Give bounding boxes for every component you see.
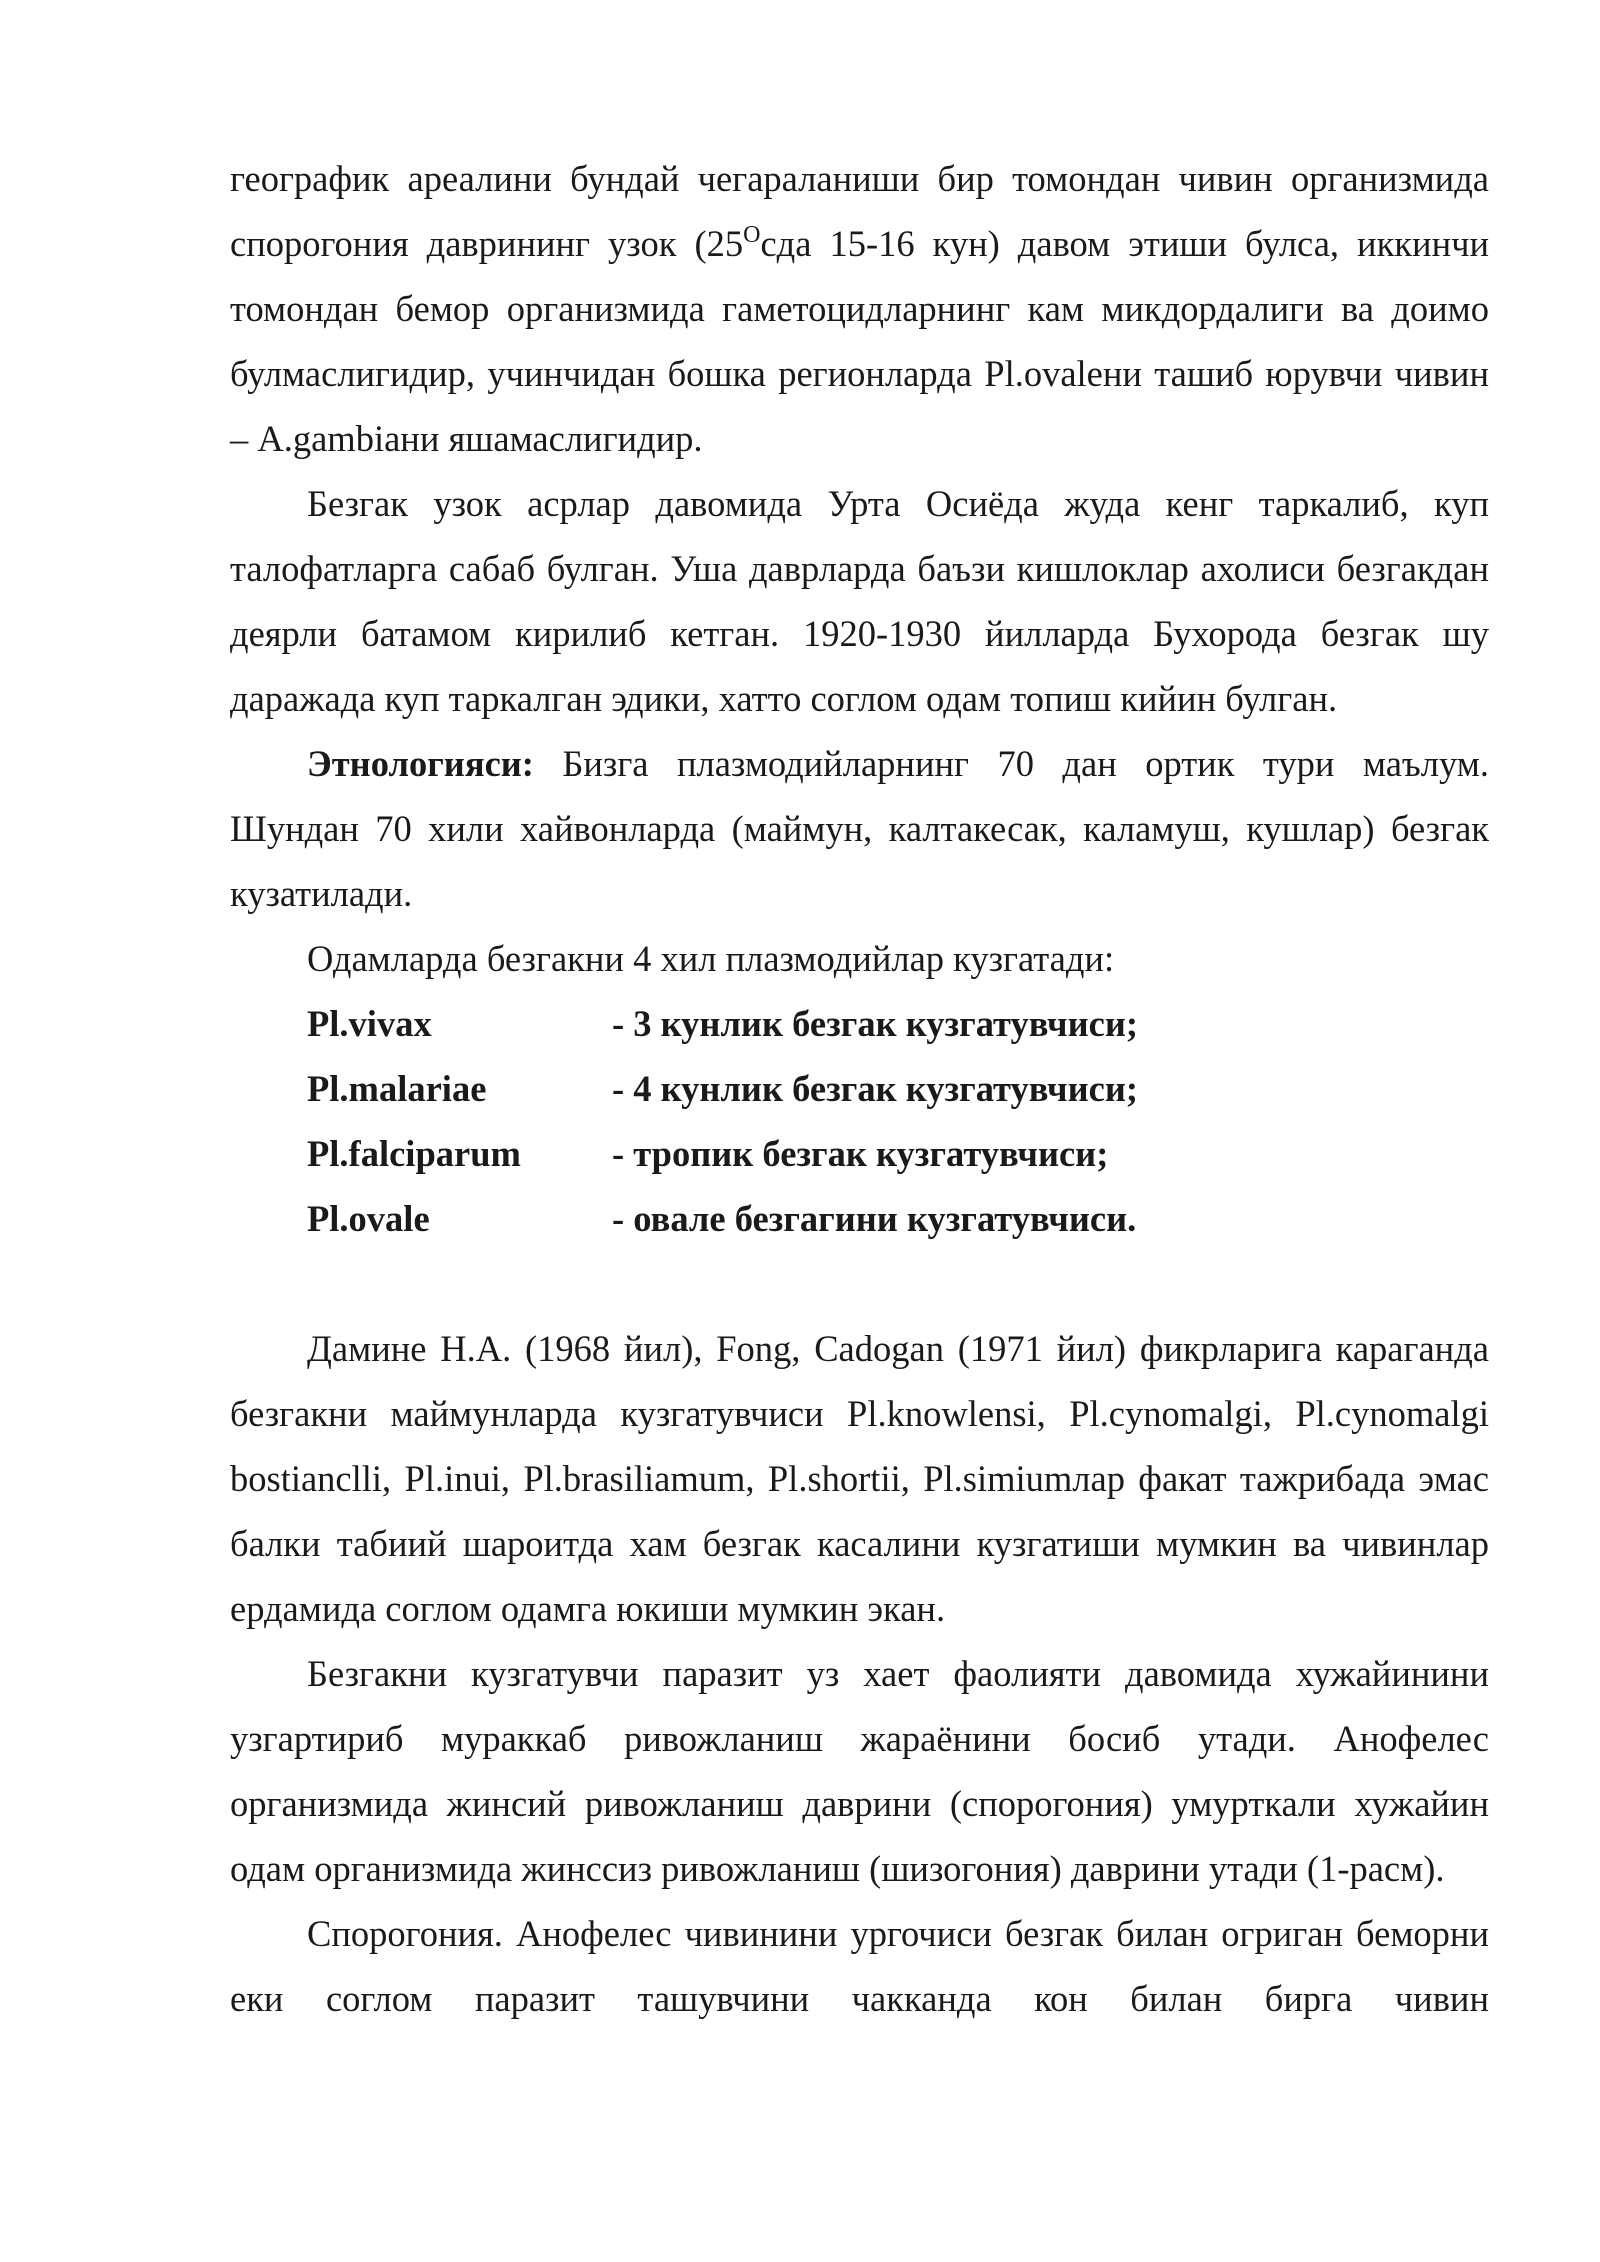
plasmodia-list-item	[307, 991, 1489, 1056]
plasmodium-description: - 4 кунлик безгак кузгатувчиси;	[612, 1068, 1139, 1109]
paragraph-history: Безгак узок асрлар давомида Урта Осиёда жуда кенг таркалиб, куп талофатларга сабаб булган. Уша даврларда баъзи кишлоклар ахолиси безгакдан деярли батамом кирилиб кетган. 1920-1930 йилларда Бухорода безгак шу даражада куп таркалган эдики, хатто соглом одам топиш кийин булган.	[230, 483, 1489, 719]
plasmodium-name: Pl.malariae	[307, 1068, 487, 1109]
plasmodium-description: - овале безгагини кузгатувчиси.	[612, 1198, 1137, 1239]
plasmodium-description: - тропик безгак кузгатувчиси;	[612, 1133, 1109, 1174]
paragraph-text-part: сда 15-16 кун) давом этиши булса, иккинчи томондан бемор организмида гаметоцидларнинг кам микдордалиги ва доимо булмаслигидир, учинчидан бошка регионларда Pl.ovaleни ташиб юрувчи чивин – A.gambiани яшамаслигидир.	[230, 223, 1489, 459]
paragraph-life-cycle: Безгакни кузгатувчи паразит уз хает фаолияти давомида хужайинини узгартириб мураккаб ривожланиш жараёнини босиб утади. Анофелес организмида жинсий ривожланиш даврини (спорогония) умурткали хужайин одам организмида жинссиз ривожланиш (шизогония) даврини утади (1-расм).	[230, 1653, 1489, 1889]
etiology-heading: Этнологияси:	[307, 743, 534, 784]
paragraph-plasmodia-intro: Одамларда безгакни 4 хил плазмодийлар кузгатади:	[307, 938, 1115, 979]
plasmodia-list	[230, 991, 1489, 1251]
paragraph-text-part: географик ареалини бундай чегараланиши бир томондан чивин организмида спорогония даврининг узок (25	[230, 158, 1489, 264]
degree-superscript: О	[743, 222, 761, 248]
plasmodia-list-item	[307, 1121, 1489, 1186]
paragraph-etiology	[230, 731, 1489, 926]
plasmodia-list-item	[307, 1186, 1489, 1251]
plasmodium-description: - 3 кунлик безгак кузгатувчиси;	[612, 1003, 1139, 1044]
paragraph-monkey-plasmodia: Дамине Н.А. (1968 йил), Fong, Cadogan (1971 йил) фикрларига караганда безгакни маймунларда кузгатувчиси Pl.knowlensi, Pl.cynomalgi, Pl.cynomalgi bostianclli, Pl.inui, Pl.brasiliamum, Pl.shortii, Pl.simiumлар факат тажрибада эмас балки табиий шароитда хам безгак касалини кузгатиши мумкин ва чивинлар ердамида соглом одамга юкиши мумкин экан.	[230, 1328, 1489, 1629]
plasmodium-name: Pl.ovale	[307, 1198, 430, 1239]
paragraph-geographic-range	[230, 146, 1489, 471]
paragraph-sporogony: Спорогония. Анофелес чивинини ургочиси безгак билан огриган беморни еки соглом паразит ташувчини чакканда кон билан бирга чивин	[230, 1913, 1489, 2019]
blank-line	[230, 1251, 1489, 1316]
plasmodia-list-item	[307, 1056, 1489, 1121]
plasmodium-name: Pl.falciparum	[307, 1133, 521, 1174]
etiology-text: Бизга плазмодийларнинг 70 дан ортик тури маълум. Шундан 70 хили хайвонларда (маймун, калтакесак, каламуш, кушлар) безгак кузатилади.	[230, 743, 1489, 914]
plasmodium-name: Pl.vivax	[307, 1003, 432, 1044]
